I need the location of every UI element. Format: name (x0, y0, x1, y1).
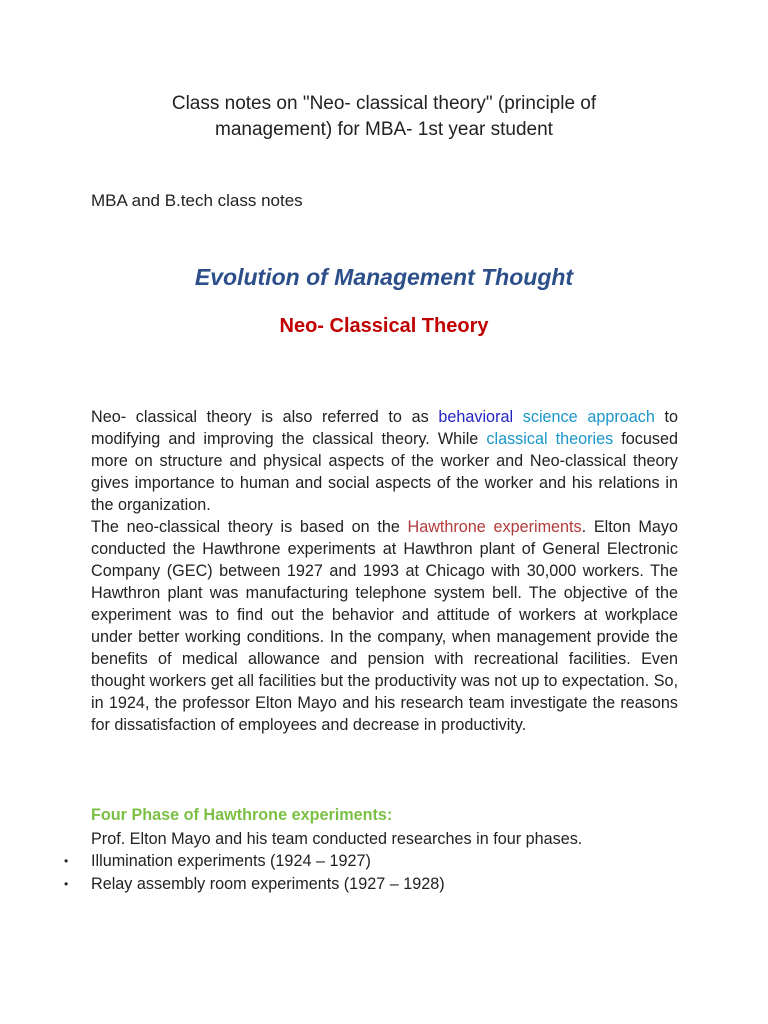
paragraph-neo-classical (91, 406, 678, 516)
document-subtitle: MBA and B.tech class notes (91, 191, 303, 210)
paragraph-text (513, 408, 523, 426)
document-title-line-1: Class notes on "Neo- classical theory" (principle of (171, 93, 597, 114)
list-item-text: Relay assembly room experiments (1927 – 1928) (91, 874, 445, 893)
list-item (64, 850, 445, 873)
main-heading: Evolution of Management Thought (194, 264, 574, 290)
paragraph-text: . Elton Mayo conducted the Hawthrone experiments at Hawthron plant of General Electronic Company (GEC) between 1927 and 1993 at Chicago with 30,000 workers. The Hawthron plant was manufacturing telephone system bell. The objective of the experiment was to find out the behavior and attitude of workers at workplace under better working conditions. In the company, when management provide the benefits of medical allowance and pension with recreational facilities. Even thought workers get all facilities but the productivity was not up to expectation. So, in 1924, the professor Elton Mayo and his research team investigate the reasons for dissatisfaction of employees and decrease in productivity. (91, 518, 678, 734)
link-hawthrone-experiments[interactable]: Hawthrone experiments (407, 518, 582, 536)
list-item (64, 873, 445, 896)
bullet-icon: • (64, 854, 69, 868)
paragraph-text: focused more on structure and physical aspects of the worker and Neo-classical theory gives importance to human and social aspects of the worker and his relations in the organization. (91, 430, 678, 514)
paragraph-text: to modifying and improving the classical theory. While (91, 408, 679, 448)
paragraph-hawthrone (91, 516, 678, 736)
list-item-text: Illumination experiments (1924 – 1927) (91, 852, 371, 870)
link-behavioral[interactable]: behavioral (438, 408, 514, 426)
section-heading: Neo- Classical Theory (279, 315, 489, 337)
bullet-icon: • (64, 876, 69, 891)
phases-intro: Prof. Elton Mayo and his team conducted researches in four phases. (91, 830, 583, 848)
link-science-approach[interactable]: science approach (522, 408, 655, 426)
phases-list (64, 850, 445, 895)
document-title (90, 91, 678, 143)
body-text (91, 406, 678, 736)
document-title-line-2: management) for MBA- 1st year student (215, 119, 553, 140)
phases-heading: Four Phase of Hawthrone experiments: (91, 806, 393, 824)
paragraph-text: The neo-classical theory is based on the (91, 518, 408, 536)
paragraph-text: Neo- classical theory is also referred to as (91, 408, 439, 426)
link-classical-theories[interactable]: classical theories (486, 430, 614, 448)
